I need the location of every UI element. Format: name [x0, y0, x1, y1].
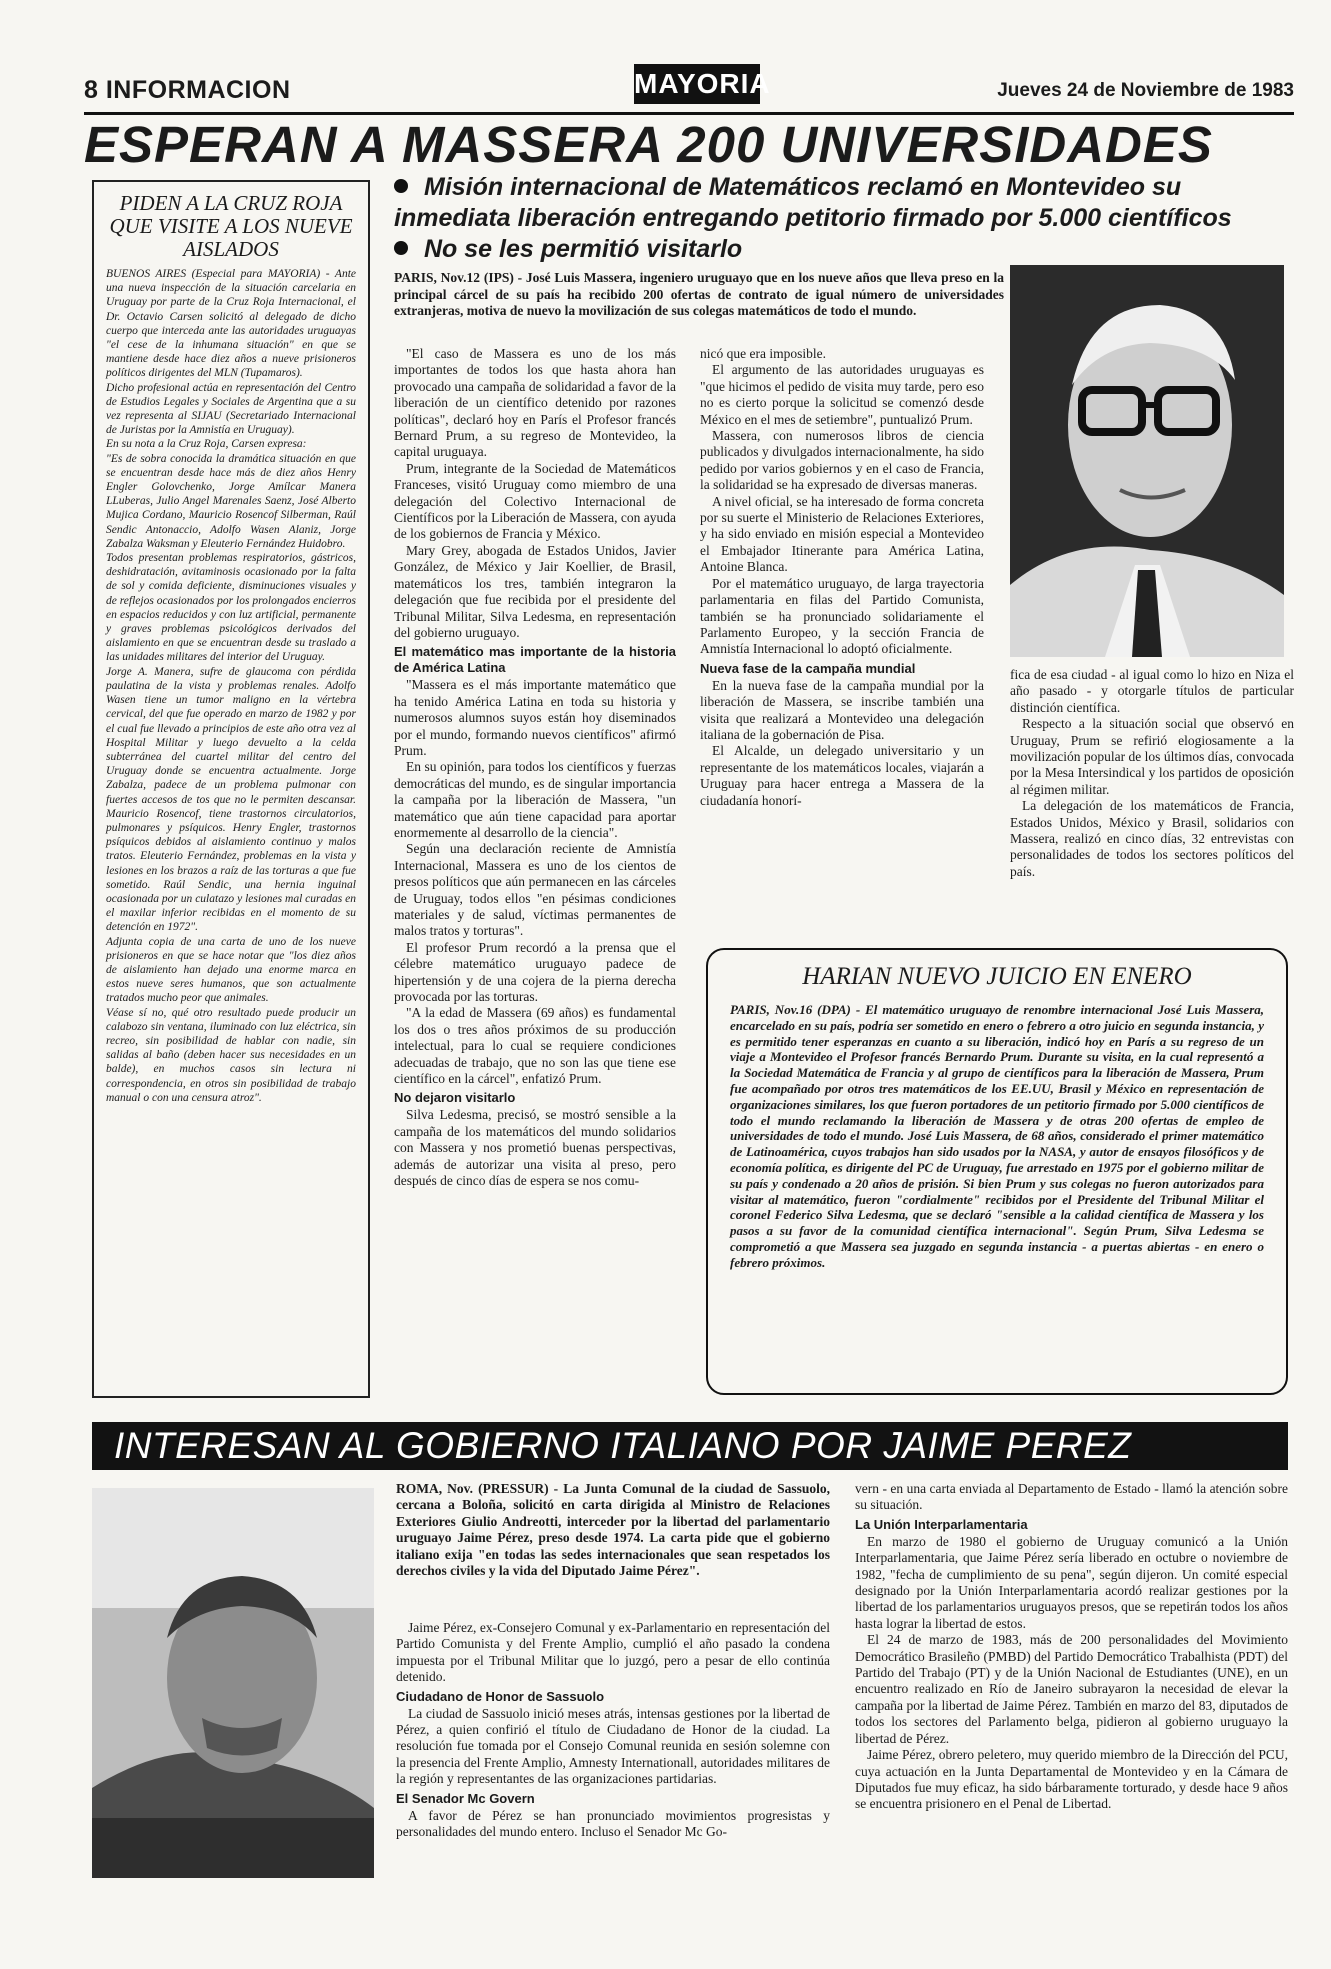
subhead: No se les permitió visitarlo: [394, 234, 1294, 265]
section-heading: El Senador Mc Govern: [396, 1790, 535, 1806]
paragraph: "El caso de Massera es uno de los más importantes de todos los que hasta ahora han provocado una campaña de solidaridad a favor de la liberación de un científico detenido por razones políticas", declaró hoy en París el Profesor francés Bernard Prum, a su regreso de Montevideo, la capital uruguaya.: [394, 346, 676, 460]
paragraph: El profesor Prum recordó a la prensa que el célebre matemático uruguayo padece de hipertensión y de una cojera de la pierna derecha provocada por las torturas.: [394, 939, 676, 1005]
article-column-2: [700, 346, 984, 946]
second-headline-banner: INTERESAN AL GOBIERNO ITALIANO POR JAIME PEREZ: [92, 1422, 1288, 1470]
paragraph: vern - en una carta enviada al Departamento de Estado - llamó la atención sobre su situación.: [855, 1481, 1288, 1513]
bottom-column-1: [396, 1620, 830, 1890]
subhead: inmediata liberación entregando petitorio firmado por 5.000 científicos: [394, 204, 1232, 232]
sidebar-paragraph: Adjunta copia de una carta de uno de los nueve prisioneros en que se hace notar que "los diez años de aislamiento han dejado una enorme marca en estos nueve seres humanos, que son actualmente tratados mucho peor que animales.: [106, 935, 356, 1005]
paragraph: nicó que era imposible.: [700, 346, 826, 361]
newspaper-logo: MAYORIA: [634, 64, 760, 104]
section-label: 8 INFORMACION: [84, 76, 291, 104]
jaime-perez-photo: [92, 1488, 374, 1878]
paragraph: En marzo de 1980 el gobierno de Uruguay comunicó a la Unión Interparlamentaria, que Jaime Pérez sería liberado en octubre o noviembre de 1982, "fecha de cumplimiento de su pena", según dijeron. Un comité especial designado por la Unión Interparlamentaria acordó realizar gestiones por la libertad de los parlamentarios uruguayos presos, que se repetirán todos los años hasta lograr la libertad de estos.: [855, 1533, 1288, 1631]
paragraph: En su opinión, para todos los científicos y fuerzas democráticas del mundo, es de singular importancia la campaña por la liberación de Massera, "un matemático que aún tiene capacidad para aportar enormemente al desarrollo de la ciencia".: [394, 759, 676, 840]
paragraph: Silva Ledesma, precisó, se mostró sensible a la campaña de los matemáticos del mundo solidarios con Massera y nos prometió buenas perspectivas, además de autorizar una visita al preso, pero después de cinco días de espera se nos comu-: [394, 1107, 676, 1189]
paragraph: En la nueva fase de la campaña mundial por la liberación de Massera, se inscribe también una visita que realizará a Montevideo una delegación italiana de la gobernación de Pisa.: [700, 677, 984, 742]
bullet-icon: [394, 179, 408, 193]
paragraph: Massera, con numerosos libros de ciencia publicados y divulgados internacionalmente, ha sido pedido por varios gobiernos y en el caso de Francia, la solidaridad se ha expresado de diversas maneras.: [700, 428, 984, 493]
boxed-story-title: HARIAN NUEVO JUICIO EN ENERO: [802, 963, 1192, 990]
paragraph: A favor de Pérez se han pronunciado movimientos progresistas y personalidades del mundo entero. Incluso el Senador Mc Go-: [396, 1807, 830, 1840]
section-heading: No dejaron visitarlo: [394, 1090, 516, 1106]
sidebar-paragraph: Jorge A. Manera, sufre de glaucoma con pérdida paulatina de la vista y problemas renales. Adolfo Wasen tiene un tumor maligno en la vértebra cervical, del que fue operado en marzo de 1982 y por el cual fue llevado a principios de este año otra vez al Hospital Militar y luego devuelto a la celda subterránea del cuartel militar del centro del Uruguay donde se encuentra actualmente. Jorge Zabalza, padece de un problema pulmonar con fuertes accesos de tos que no le permiten descansar. Mauricio Rosencof, tiene trastornos circulatorios, pulmonares y psíquicos. Henry Engler, trastornos psíquicos debidos al aislamiento continuo y malos tratos. Eleuterio Fernández, problemas en la vista y lesiones en los brazos a raíz de las torturas a que fue sometido. Raúl Sendic, una hernia inguinal ocasionada por un culatazo y lesiones mal curadas en el maxilar inferior recibidas en el momento de su detención en 1972".: [106, 665, 356, 934]
paragraph: Respecto a la situación social que observó en Uruguay, Prum se refirió elogiosamente a la movilización popular de los últimos días, convocada por la Mesa Intersindical y los partidos de oposición al régimen militar.: [1010, 716, 1294, 797]
paragraph: A nivel oficial, se ha interesado de forma concreta por su suerte el Ministerio de Relaciones Exteriores, y ha sido enviado en misión especial a Montevideo el Embajador Itinerante para América Latina, Antoine Blanca.: [700, 493, 984, 575]
bottom-column-2: [855, 1481, 1288, 1881]
paragraph: "Massera es el más importante matemático que ha tenido América Latina en toda su historia y numerosos alumnos suyos están hoy diseminados por el mundo, formando nuevos científicos" afirmó Prum.: [394, 677, 676, 758]
paragraph: "A la edad de Massera (69 años) es fundamental los dos o tres años próximos de su producción intelectual, para lo cual se requiere condiciones adecuadas de trabajo, que no son las que tiene ese científico en la cárcel", enfatizó Prum.: [394, 1005, 676, 1087]
article-lead: PARIS, Nov.12 (IPS) - José Luis Massera, ingeniero uruguayo que en los nueve años que lleva preso en la principal cárcel de su país ha recibido 200 ofertas de contrato de igual número de universidades extranjeras, motiva de nuevo la movilización de sus colegas matemáticos de todo el mundo.: [394, 270, 1004, 318]
boxed-story-body: PARIS, Nov.16 (DPA) - El matemático uruguayo de renombre internacional José Luis Massera, encarcelado en su país, podría ser sometido en enero o febrero a otro juicio en segunda instancia, y es permitido tener esperanzas en cuanto a su liberación, indicó hoy en París a su regreso de un viaje a Montevideo el Profesor francés Bernardo Prum. Durante su visita, en la cual representó a la Sociedad Matemática de Francia y al grupo de científicos para la liberación de Massera, Prum fue acompañado por otros tres matemáticos de los EE.UU, Brasil y México en representación de organizaciones similares, los que fueron portadores de un petitorio firmado por 5.000 científicos de todo el mundo reclamando la liberación de Massera y de otras 200 ofertas de empleo de universidades de todo el mundo. José Luis Massera, de 68 años, considerado el primer matemático de Latinoamérica, cuyos trabajos han sido usados por la NASA, y autor de ensayos filosóficos y de economía política, es dirigente del PC de Uruguay, fue arrestado en 1975 por el gobierno militar de su país y condenado a 20 años de prisión. Si bien Prum y sus colegas no fueron autorizados para visitar al matemático, fueron "cordialmente" recibidos por el Presidente del Tribunal Militar el coronel Federico Silva Ledesma, que se declaró "sensible a la calidad científica de Massera y los pasos a su favor de la comunidad científica internacional". Según Prum, Silva Ledesma se comprometió a que Massera sea juzgado en segunda instancia - a puertas abiertas - en enero o febrero próximos.: [730, 1002, 1264, 1270]
sidebar-paragraph: "Es de sobra conocida la dramática situación en que se encuentran desde hace más de diez años Henry Engler Golovchenko, Jorge Amílcar Manera LLuberas, Julio Angel Marenales Saenz, José Alberto Mujica Cordano, Mauricio Rosencof Silberman, Raúl Sendic Antonaccio, Adolfo Wasen Alaniz, Jorge Zabalza Waksman y Eleuterio Fernández Huidobro.: [106, 452, 356, 550]
sidebar-body: [106, 267, 356, 1105]
section-heading: Nueva fase de la campaña mundial: [700, 660, 916, 676]
paragraph: fica de esa ciudad - al igual como lo hizo en Niza el año pasado - y otorgarle títulos de particular distinción científica.: [1010, 667, 1294, 715]
issue-date: Jueves 24 de Noviembre de 1983: [997, 80, 1294, 101]
boxed-story: [706, 948, 1288, 1395]
sidebar-title: PIDEN A LA CRUZ ROJA QUE VISITE A LOS NUEVE AISLADOS: [109, 191, 353, 261]
paragraph: Jaime Pérez, obrero peletero, muy querido miembro de la Dirección del PCU, cuya actuación en la Junta Departamental de Montevideo y en la Cámara de Diputados fue muy eficaz, ha sido bárbaramente torturado, y desde hace 9 años se encuentra prisionero en el Penal de Libertad.: [855, 1747, 1288, 1812]
paragraph: El Alcalde, un delegado universitario y un representante de los matemáticos locales, viajarán a Uruguay para hacer entrega a Massera de la ciudadanía honorí-: [700, 743, 984, 808]
bullet-icon: [394, 241, 408, 255]
article-column-1: [394, 346, 676, 1396]
paragraph: La delegación de los matemáticos de Francia, Estados Unidos, México y Brasil, solidarios con Massera, realizó en cinco días, 32 entrevistas con personalidades de todos los sectores políticos del país.: [1010, 798, 1294, 879]
sidebar-paragraph: En su nota a la Cruz Roja, Carsen expresa:: [106, 438, 307, 451]
section-heading: El matemático mas importante de la historia de América Latina: [394, 644, 676, 676]
section-heading: Ciudadano de Honor de Sassuolo: [396, 1688, 605, 1704]
sidebar-paragraph: Dicho profesional actúa en representación del Centro de Estudios Legales y Sociales de Argentina que a su vez representa al SIJAU (Secretariado Internacional de Juristas por la Amnistía en Uruguay).: [106, 381, 356, 437]
main-headline: ESPERAN A MASSERA 200 UNIVERSIDADES: [84, 116, 1213, 173]
sidebar-story: [92, 180, 370, 1398]
subheads: [394, 172, 1294, 265]
masthead: [84, 68, 1294, 110]
sidebar-paragraph: Véase sí no, qué otro resultado puede producir un calabozo sin ventana, iluminado con luz eléctrica, sin recreo, sin posibilidad de hablar con nadie, sin salidas al baño (deben hacer sus necesidades en un balde), en muchos casos sin lectura ni correspondencia, en otros sin posibilidad de trabajo manual o con una censura atroz".: [106, 1006, 356, 1104]
article-column-3: [1010, 667, 1294, 950]
paragraph: Por el matemático uruguayo, de larga trayectoria parlamentaria en filas del Partido Comunista, también se ha pronunciado solidariamente el Parlamento Europeo, y la sección Francia de Amnistía Internacional lo adoptó oficialmente.: [700, 575, 984, 657]
bottom-article-lead: ROMA, Nov. (PRESSUR) - La Junta Comunal de la ciudad de Sassuolo, cercana a Boloña, solicitó en carta dirigida al Ministro de Relaciones Exteriores Giulio Andreotti, interceder por la libertad del parlamentario uruguayo Jaime Pérez, preso desde 1974. La carta pide que el gobierno italiano exija "en todas las sedes internacionales que sean respetados los derechos civiles y la vida del Diputado Jaime Pérez".: [396, 1481, 830, 1579]
paragraph: Mary Grey, abogada de Estados Unidos, Javier González, de México y Jair Koellier, de Brasil, matemáticos los tres, también integraron la delegación que fue recibida por el presidente del Tribunal Militar, Silva Ledesma, en representación del gobierno uruguayo.: [394, 542, 676, 640]
sidebar-paragraph: BUENOS AIRES (Especial para MAYORIA) - Ante una nueva inspección de la situación carcelaria en Uruguay por parte de la Cruz Roja Internacional, el Dr. Octavio Carsen solicitó al delegado de dicho cuerpo que interceda ante las autoridades uruguayas "el cese de la inhumana situación" en que se mantiene desde hace diez años a nueve prisioneros políticos dirigentes del MLN (Tupamaros).: [106, 268, 356, 380]
paragraph: Jaime Pérez, ex-Consejero Comunal y ex-Parlamentario en representación del Partido Comunista y del Frente Amplio, cumplió el año pasado la condena impuesta por el Tribunal Militar que lo juzgó, pero a pesar de ello continúa detenido.: [396, 1620, 830, 1685]
portrait-illustration: [1010, 265, 1284, 657]
portrait-illustration: [92, 1488, 374, 1878]
massera-portrait-photo: [1010, 265, 1284, 657]
paragraph: El 24 de marzo de 1983, más de 200 personalidades del Movimiento Democrático Brasileño (PMBD) del Partido Democrático Trabalhista (PDT) del Partido del Trabajo (PT) y de la Unión Nacional de Estudiantes (UNE), en un encuentro realizado en Río de Janeiro subrayaron la necesidad de elevar la campaña por la libertad de Jaime Pérez. También en marzo del 83, diputados de todos los sectores del Parlamento belga, pidieron al gobierno uruguayo la libertad de Pérez.: [855, 1632, 1288, 1746]
paragraph: La ciudad de Sassuolo inició meses atrás, intensas gestiones por la libertad de Pérez, a quien confirió el título de Ciudadano de Honor de la ciudad. La resolución fue tomada por el Consejo Comunal reunida en sesión solemne con la presencia del Frente Amplio, Amnesty Internationall, autoridades militares de la región y representantes de las organizaciones partidarias.: [396, 1705, 830, 1787]
sidebar-paragraph: Todos presentan problemas respiratorios, gástricos, deshidratación, avitaminosis ocasionado por la falta de sol y comida deficiente, disminuciones visuales y de reflejos ocasionados por los prolongados encierros en espacios reducidos y con luz artificial, permanente y graves problemas psicológicos derivados del aislamiento en que se encuentran desde su traslado a las unidades militares del interior del Uruguay.: [106, 552, 356, 664]
paragraph: El argumento de las autoridades uruguayas es "que hicimos el pedido de visita muy tarde, pero eso no es cierto porque la solicitud se comenzó desde México en el mes de setiembre", puntualizó Prum.: [700, 362, 984, 427]
paragraph: Prum, integrante de la Sociedad de Matemáticos Franceses, visitó Uruguay como miembro de una delegación del Colectivo Internacional de Científicos por la Liberación de Massera, con ayuda de los gobiernos de Francia y México.: [394, 460, 676, 542]
paragraph: Según una declaración reciente de Amnistía Internacional, Massera es uno de los cientos de presos políticos que aún permanecen en las cárceles de Uruguay, todos ellos "en pésimas condiciones materiales y de salud, víctimas permanentes de malos tratos y torturas".: [394, 841, 676, 939]
subhead: Misión internacional de Matemáticos reclamó en Montevideo su: [394, 172, 1294, 203]
section-heading: La Unión Interparlamentaria: [855, 1516, 1028, 1532]
